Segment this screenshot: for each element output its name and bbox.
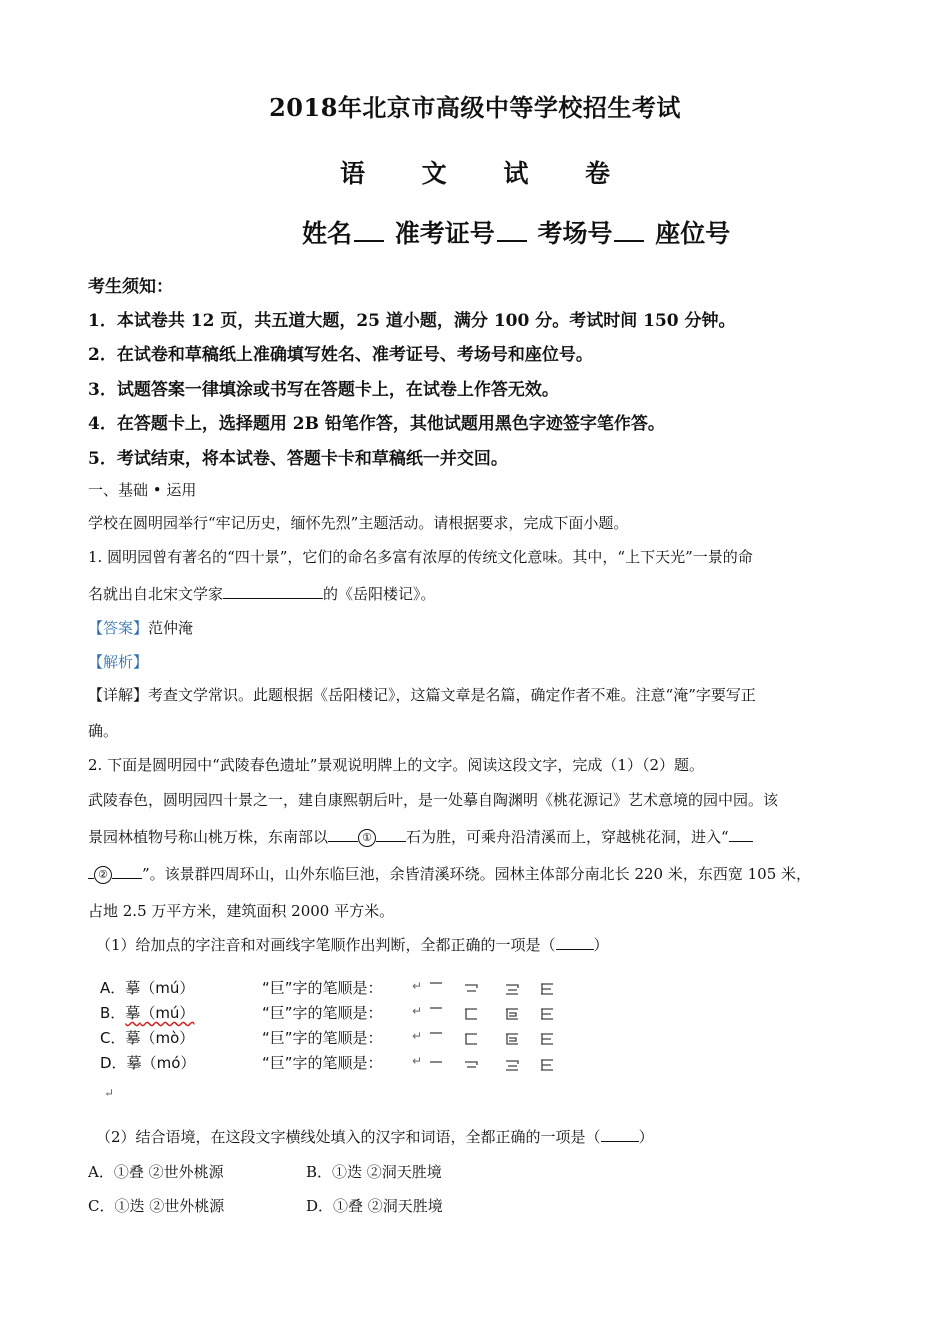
exam-subtitle: 语 文 试 卷 [339,159,635,188]
choice-d[interactable]: D．①叠 ②洞天胜境 [306,1197,443,1215]
pinyin: （mó） [141,1054,196,1072]
choice-a[interactable]: A．①叠 ②世外桃源 [88,1163,224,1181]
notice-item: 3．试题答案一律填涂或书写在答题卡上，在试卷上作答无效。 [88,380,559,400]
stroke-order-label: “巨”字的笔顺是： [262,1054,383,1072]
sub1-answer-blank[interactable] [556,935,594,950]
name-label: 姓名 [302,219,353,248]
blank-2-lead-cont[interactable] [88,864,94,879]
return-mark: ↵ [412,1004,423,1018]
return-mark: ↵ [412,1029,423,1043]
exam-id-blank[interactable] [497,220,527,242]
stroke-order-label: “巨”字的笔顺是： [262,1029,383,1047]
choice-c[interactable]: C．①迭 ②世外桃源 [88,1197,225,1215]
pinyin: （mú） [140,1004,195,1022]
notice-item: 5．考试结束，将本试卷、答题卡卡和草稿纸一并交回。 [88,449,508,469]
blank-1-lead[interactable] [328,827,358,842]
exam-title: 2018年北京市高级中等学校招生考试 [269,93,681,122]
notice-item: 2．在试卷和草稿纸上准确填写姓名、准考证号、考场号和座位号。 [88,345,593,365]
option-a[interactable]: A．摹（mú） “巨”字的笔顺是： ↵ [100,977,580,999]
q1-detail: 【详解】考查文学常识。此题根据《岳阳楼记》，这篇文章是名篇，确定作者不难。注意“淹”字要写正 [88,686,756,704]
blank-1-tail[interactable] [376,827,406,842]
blank-2-marker: ② [94,866,112,884]
q1-detail-cont: 确。 [88,722,119,740]
notice-item: 4．在答题卡上，选择题用 2B 铅笔作答，其他试题用黑色字迹签字笔作答。 [88,414,665,434]
blank-2-tail[interactable] [112,864,142,879]
return-mark: ↵ [412,979,423,993]
option-b[interactable]: B．摹（mú） “巨”字的笔顺是： ↵ [100,1002,580,1024]
answer-text: 范仲淹 [148,619,194,637]
stroke-order-diagram [426,1052,586,1074]
q2-passage-line: 景园林植物号称山桃万株，东南部以 ① 石为胜，可乘舟沿清溪而上，穿越桃花洞，进入“ [88,826,753,847]
return-mark: ↵ [104,1086,115,1100]
q1-blank[interactable] [223,584,323,599]
notice-item: 1．本试卷共 12 页，共五道大题，25 道小题，满分 100 分。考试时间 150 分钟。 [88,311,736,331]
pinyin: （mú） [140,979,195,997]
option-d[interactable]: D．摹（mó） “巨”字的笔顺是： ↵ [100,1052,580,1074]
blank-1-marker: ① [358,829,376,847]
seat-label: 座位号 [655,219,731,248]
room-blank[interactable] [614,220,644,242]
stroke-order-diagram [426,1027,586,1049]
dotted-char: 摹 [125,1004,141,1022]
candidate-info-line [302,214,730,250]
q2-line: 2. 下面是圆明园中“武陵春色遗址”景观说明牌上的文字。阅读这段文字，完成（1）（2）题。 [88,756,705,774]
room-label: 考场号 [537,219,613,248]
answer-label: 【答案】 [88,619,149,637]
stroke-order-label: “巨”字的笔顺是： [262,979,383,997]
analysis-label: 【解析】 [88,653,149,671]
choice-b[interactable]: B．①迭 ②洞天胜境 [306,1163,442,1181]
dotted-char: 摹 [126,1054,142,1072]
sub2-answer-blank[interactable] [601,1127,639,1142]
q1-line: 1. 圆明园曾有著名的“四十景”，它们的命名多富有浓厚的传统文化意味。其中，“上下天光”一景的命 [88,548,753,566]
q2-passage-line: 占地 2.5 万平方米，建筑面积 2000 平方米。 [88,902,395,920]
q2-passage-line: 武陵春色，圆明园四十景之一，建自康熙朝后叶，是一处摹自陶渊明《桃花源记》艺术意境的园中园。该 [88,791,779,809]
q2-sub1: （1）给加点的字注音和对画线字笔顺作出判断，全都正确的一项是（ ） [96,936,609,954]
blank-2-lead[interactable] [729,827,753,842]
q1-line: 名就出自北宋文学家 的《岳阳楼记》。 [88,585,436,603]
notice-heading: 考生须知： [88,277,173,297]
dotted-char: 摹 [125,1029,141,1047]
name-blank[interactable] [354,220,384,242]
section-intro: 学校在圆明园举行“牢记历史，缅怀先烈”主题活动。请根据要求，完成下面小题。 [88,514,629,532]
pinyin: （mò） [140,1029,195,1047]
section-title: 一、基础 • 运用 [88,481,197,499]
stroke-order-diagram [426,1002,586,1024]
stroke-order-label: “巨”字的笔顺是： [262,1004,383,1022]
return-mark: ↵ [412,1054,423,1068]
q2-sub2: （2）结合语境，在这段文字横线处填入的汉字和词语，全都正确的一项是（ ） [96,1128,654,1146]
exam-id-label: 准考证号 [394,219,495,248]
detail-label: 【详解】 [88,686,149,704]
stroke-order-diagram [426,977,586,999]
q2-passage-line: ② ”。该景群四周环山，山外东临巨池，余皆清溪环绕。园林主体部分南北长 220 米，东西宽 105 米， [88,863,811,884]
q1-answer [88,617,193,638]
option-c[interactable]: C．摹（mò） “巨”字的笔顺是： ↵ [100,1027,580,1049]
dotted-char: 摹 [125,979,141,997]
